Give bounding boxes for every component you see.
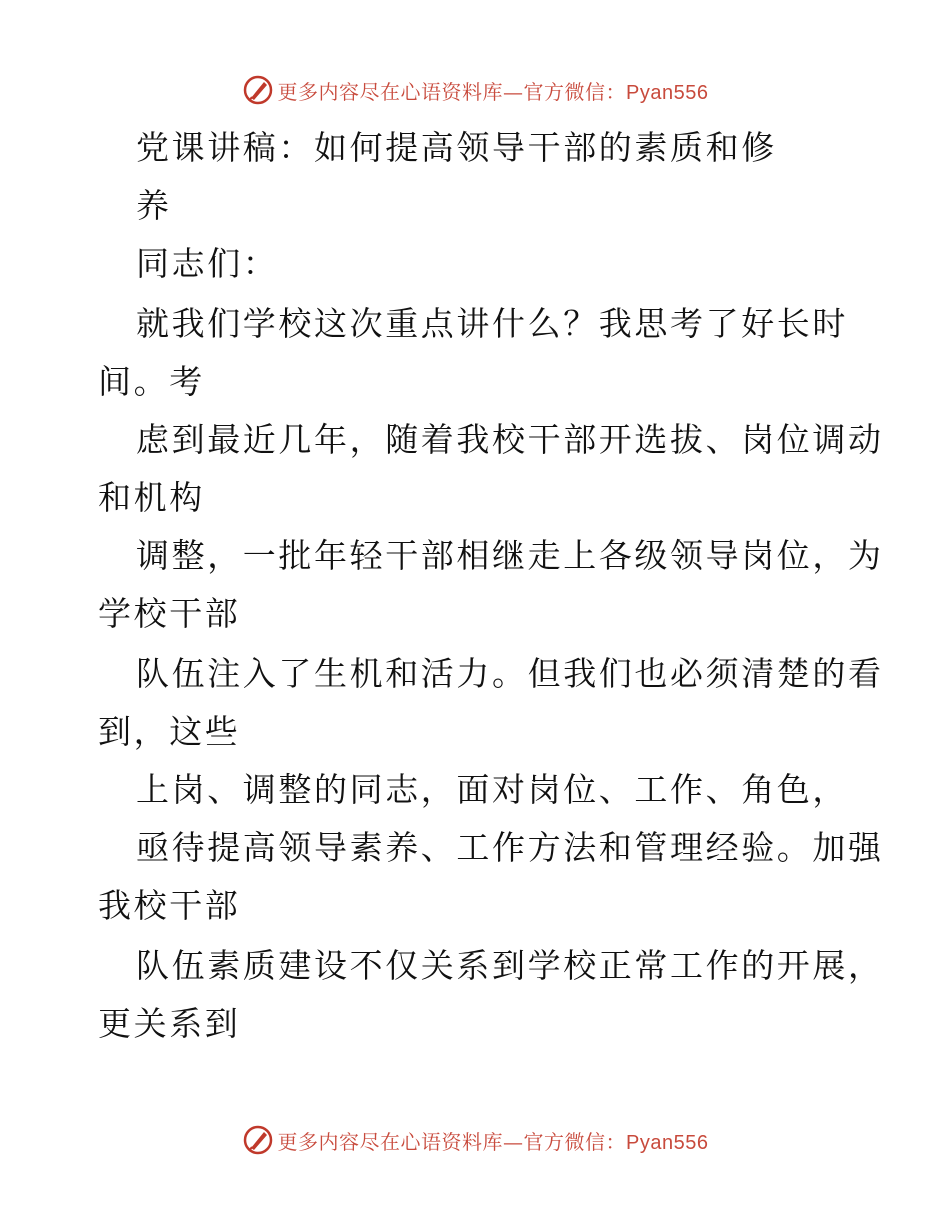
paragraph-line: 调整，一批年轻干部相继走上各级领导岗位，为	[136, 536, 884, 575]
header-text-main: 更多内容尽在心语资料库—	[277, 79, 524, 104]
quill-pen-seal-icon	[242, 74, 274, 106]
document-title-line-2: 养	[136, 186, 172, 225]
salutation: 同志们：	[136, 244, 279, 283]
paragraph-line: 和机构	[98, 478, 205, 517]
paragraph-line: 间。考	[98, 362, 205, 401]
footer-banner	[0, 1120, 950, 1160]
footer-text-label: 官方微信：	[523, 1129, 627, 1154]
document-title-line-1: 党课讲稿：如何提高领导干部的素质和修	[136, 128, 777, 167]
paragraph-line: 队伍素质建设不仅关系到学校正常工作的开展，	[136, 946, 884, 985]
paragraph-line: 上岗、调整的同志，面对岗位、工作、角色，	[136, 770, 848, 809]
header-text-id: Pyan556	[626, 81, 709, 104]
quill-pen-seal-icon	[242, 1124, 274, 1156]
paragraph-line: 就我们学校这次重点讲什么？我思考了好长时	[136, 304, 848, 343]
paragraph-line: 我校干部	[98, 886, 241, 925]
header-text-label: 官方微信：	[523, 79, 627, 104]
header-banner-text	[278, 76, 709, 105]
paragraph-line: 亟待提高领导素养、工作方法和管理经验。加强	[136, 828, 884, 867]
paragraph-line: 更关系到	[98, 1004, 241, 1043]
paragraph-line: 队伍注入了生机和活力。但我们也必须清楚的看	[136, 654, 884, 693]
paragraph-line: 虑到最近几年，随着我校干部开选拔、岗位调动	[136, 420, 884, 459]
paragraph-line: 到，这些	[98, 712, 241, 751]
footer-banner-text	[278, 1126, 709, 1155]
header-banner	[0, 70, 950, 110]
footer-text-id: Pyan556	[626, 1131, 709, 1154]
footer-text-main: 更多内容尽在心语资料库—	[277, 1129, 524, 1154]
paragraph-line: 学校干部	[98, 594, 241, 633]
